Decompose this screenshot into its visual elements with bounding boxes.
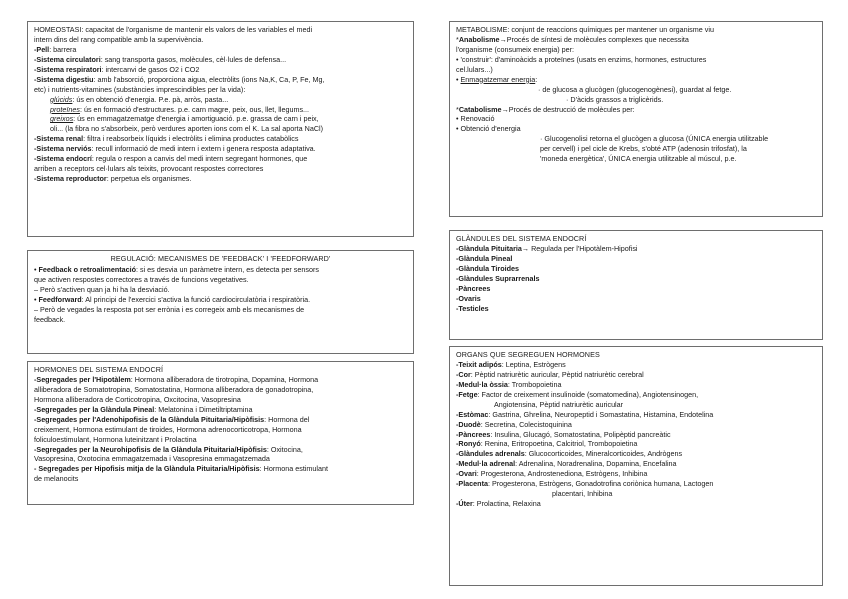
term-label: -Glàndules Suprarrenals bbox=[456, 273, 540, 283]
metabolisme-line bbox=[456, 154, 816, 164]
homeostasi-line bbox=[34, 114, 407, 124]
organs-line bbox=[456, 360, 816, 370]
homeostasi-line bbox=[34, 25, 407, 35]
line-text: : Hormona del bbox=[264, 414, 310, 424]
line-text: de melanocits bbox=[34, 474, 79, 484]
metabolisme-line bbox=[456, 124, 816, 134]
underlined-term: Enmagatzemar energia bbox=[460, 74, 536, 84]
term-label: -Glàndula Pineal bbox=[456, 253, 513, 263]
line-text: que activen respostes correctores a través de funcions vegetatives. bbox=[34, 274, 249, 284]
line-text: : Melatonina i Dimetiltriptamina bbox=[154, 404, 253, 414]
term-label: -Ovari bbox=[456, 469, 477, 479]
line-text: METABOLISME: conjunt de reaccions químiques per mantener un organisme viu bbox=[456, 25, 714, 34]
glandules-line bbox=[456, 244, 816, 254]
glandules-line bbox=[456, 304, 816, 314]
term-label: -Duodè bbox=[456, 419, 481, 429]
regulacio-line bbox=[34, 295, 407, 305]
glandules-line bbox=[456, 274, 816, 284]
metabolisme-line bbox=[456, 144, 816, 154]
hormones-sistema-line bbox=[34, 415, 407, 425]
line-text: : Progesterona, Androstenediona, Estrògens, Inhibina bbox=[476, 469, 648, 479]
hormones-sistema-line bbox=[34, 425, 407, 435]
line-text: etc) i nutrients-vitamines (substàncies imprescindibles per la vida): bbox=[34, 84, 246, 94]
organs-line bbox=[456, 439, 816, 449]
line-text: placentari, Inhibina bbox=[552, 489, 613, 499]
term-label: -Fetge bbox=[456, 389, 478, 399]
term-label: -Medul·la adrenal bbox=[456, 459, 516, 469]
homeostasi-line bbox=[34, 144, 407, 154]
regulacio-box bbox=[27, 250, 414, 354]
hormones-sistema-line bbox=[34, 464, 407, 474]
organs-line bbox=[456, 499, 816, 509]
line-text: • 'construir': d'aminoàcids a proteïnes (usats en enzims, hormones, estructures bbox=[456, 54, 707, 64]
line-text: 'moneda energètica', ÚNICA energia utilitzable al múscul, p.e. bbox=[540, 154, 737, 164]
term-label: -Sistema endocrí bbox=[34, 154, 92, 164]
term-label: -Segregades per l'Hipotàlem bbox=[34, 374, 131, 384]
line-text: arriben a receptors cel·lulars als teixits, provocant respostes correctores bbox=[34, 164, 264, 174]
homeostasi-line bbox=[34, 164, 407, 174]
line-text: : ús en obtenció d'energia. P.e. pà, arròs, pasta... bbox=[72, 94, 229, 104]
hormones-sistema-line bbox=[34, 454, 407, 464]
line-text: Angiotensina, Pèptid natriurètic auricular bbox=[494, 399, 624, 409]
term-label: Catabolisme bbox=[458, 104, 502, 114]
term-label: -Sistema renal bbox=[34, 134, 84, 144]
regulacio-line bbox=[34, 285, 407, 295]
homeostasi-line bbox=[34, 55, 407, 65]
regulacio-line bbox=[34, 265, 407, 275]
line-text: Vasopresina, Oxotocina emmagatzemada i Vasopresina emmagatzemada bbox=[34, 454, 270, 464]
glandules-line bbox=[456, 254, 816, 264]
homeostasi-line bbox=[34, 85, 407, 95]
line-text: alliberadora de Somatotropina, Somatostatina, Hormona alliberadora de gonadotropina, bbox=[34, 384, 314, 394]
line-text: : bbox=[535, 74, 538, 84]
line-text: : Hormona estimulant bbox=[259, 464, 328, 474]
term-label: -Sistema circulatori bbox=[34, 54, 101, 64]
term-label: - Segregades per Hipofisis mitja de la Glàndula Pituitaria/Hipòfisis bbox=[34, 464, 260, 474]
organs-line bbox=[456, 420, 816, 430]
line-text: : recull informació de medi intern i extern i genera resposta adaptativa. bbox=[91, 144, 316, 154]
line-text: : Secretina, Colecistoquinina bbox=[480, 419, 572, 429]
homeostasi-line bbox=[34, 174, 407, 184]
line-text: • Obtenció d'energia bbox=[456, 124, 521, 134]
line-text: : Prolactina, Relaxina bbox=[472, 499, 541, 509]
organs-line bbox=[456, 459, 816, 469]
glandules-line bbox=[456, 284, 816, 294]
homeostasi-line bbox=[34, 95, 407, 105]
metabolisme-line bbox=[456, 105, 816, 115]
homeostasi-line bbox=[34, 154, 407, 164]
underlined-term: greixos bbox=[50, 114, 74, 124]
metabolisme-line bbox=[456, 75, 816, 85]
term-label: -Glàndula Pituitaria bbox=[456, 243, 522, 253]
line-text: → Regulada per l'Hipotàlem-Hipofisi bbox=[521, 243, 638, 253]
hormones-sistema-line bbox=[34, 385, 407, 395]
bullet-marker: * bbox=[456, 34, 459, 44]
term-label: -Sistema nerviós bbox=[34, 144, 92, 154]
term-label: -Medul·la òssia bbox=[456, 379, 508, 389]
term-label: -Pàncrees bbox=[456, 429, 491, 439]
homeostasi-line bbox=[34, 105, 407, 115]
line-text: : Oxitocina, bbox=[266, 444, 303, 454]
homeostasi-line bbox=[34, 134, 407, 144]
bullet-marker: • bbox=[456, 74, 461, 84]
line-text: · D'àcids grassos a triglicèrids. bbox=[566, 94, 664, 104]
line-text: cel.lulars...) bbox=[456, 64, 493, 74]
term-label: -Placenta bbox=[456, 479, 488, 489]
line-text: : Renina, Eritropoetina, Calcitriol, Trombopoietina bbox=[480, 439, 638, 449]
term-label: -Glàndules adrenals bbox=[456, 449, 525, 459]
glandules-line bbox=[456, 294, 816, 304]
regulacio-title: REGULACIÓ: MECANISMES DE 'FEEDBACK' I 'FEEDFORWARD' bbox=[110, 254, 331, 263]
line-text: →Procés de destrucció de molècules per: bbox=[501, 104, 635, 114]
hormones-sistema-line bbox=[34, 395, 407, 405]
term-label: -Glàndula Tiroides bbox=[456, 263, 519, 273]
organs-line bbox=[456, 380, 816, 390]
line-text: : regula o respon a canvis del medi intern segregant hormones, que bbox=[91, 154, 308, 164]
term-label: -Teixit adipós bbox=[456, 359, 502, 369]
metabolisme-line bbox=[456, 65, 816, 75]
line-text: intern dins del rang compatible amb la supervivència. bbox=[34, 34, 204, 44]
homeostasi-line bbox=[34, 65, 407, 75]
homeostasi-box bbox=[27, 21, 414, 237]
line-text: per cervell) i pel cicle de Krebs, s'obté ATP (adenosin trifosfat), la bbox=[540, 144, 747, 154]
term-label: -Ovaris bbox=[456, 293, 481, 303]
line-text: : amb l'absorció, proporciona aigua, electròlits (ions Na,K, Ca, P, Fe, Mg, bbox=[93, 74, 325, 84]
line-text: →Procés de síntesi de molècules complexes que necessita bbox=[499, 34, 689, 44]
organs-title: ORGANS QUE SEGREGUEN HORMONES bbox=[456, 350, 600, 359]
hormones-sistema-line bbox=[34, 375, 407, 385]
term-label: Anabolisme bbox=[458, 34, 500, 44]
metabolisme-line bbox=[456, 85, 816, 95]
line-text: : Trombopoietina bbox=[507, 379, 562, 389]
term-label: -Segregades per l'Adenohipofisis de la Glàndula Pituitaria/Hipòfisis bbox=[34, 414, 265, 424]
hormones-sistema-line bbox=[34, 405, 407, 415]
term-label: -Sistema respiratori bbox=[34, 64, 102, 74]
metabolisme-box bbox=[449, 21, 823, 217]
organs-box bbox=[449, 346, 823, 586]
organs-line bbox=[456, 479, 816, 489]
glandules-title: GLÀNDULES DEL SISTEMA ENDOCRÍ bbox=[456, 234, 587, 243]
term-label: -Testicles bbox=[456, 303, 489, 313]
metabolisme-line bbox=[456, 95, 816, 105]
line-text: l'organisme (consumeix energia) per: bbox=[456, 44, 575, 54]
line-text: foliculoestimulant, Hormona luteinitzant i Prolactina bbox=[34, 434, 197, 444]
homeostasi-line bbox=[34, 75, 407, 85]
term-label: -Segregades per la Glàndula Pineal bbox=[34, 404, 155, 414]
line-text: : intercanvi de gasos O2 i CO2 bbox=[101, 64, 200, 74]
line-text: : Leptina, Estrògens bbox=[501, 359, 566, 369]
bullet-marker: • bbox=[34, 294, 39, 304]
line-text: : si es desvia un paràmetre intern, es detecta per sensors bbox=[135, 264, 319, 274]
organs-line bbox=[456, 489, 816, 499]
term-label: -Cor bbox=[456, 369, 471, 379]
metabolisme-line bbox=[456, 114, 816, 124]
bullet-marker: • bbox=[34, 264, 39, 274]
line-text: : Insulina, Glucagó, Somatostatina, Polipèptid pancreàtic bbox=[490, 429, 671, 439]
term-label: -Pàncrees bbox=[456, 283, 491, 293]
term-label: Feedforward bbox=[38, 294, 82, 304]
term-label: -Sistema digestiu bbox=[34, 74, 94, 84]
term-label: Feedback o retroalimentació bbox=[38, 264, 136, 274]
glandules-box bbox=[449, 230, 823, 340]
line-text: : ús en formació d'estructures. p.e. carn magre, peix, ous, llet, llegums... bbox=[79, 104, 310, 114]
hormones-sistema-line bbox=[34, 445, 407, 455]
line-text: oli... (la fibra no s'absorbeix, però verdures aporten ions com el K. La sal aporta NaCl) bbox=[50, 124, 324, 134]
line-text: : Adrenalina, Noradrenalina, Dopamina, Encefalina bbox=[515, 459, 677, 469]
line-text: · de glucosa a glucògen (glucogenogènesi), guardat al fetge. bbox=[538, 84, 732, 94]
organs-line bbox=[456, 430, 816, 440]
term-label: -Segregades per la Neurohipofisis de la Glàndula Pituitaria/Hipòfisis bbox=[34, 444, 267, 454]
line-text: · Glucogenolisi retorna el glucògen a glucosa (ÚNICA energia utilitzable bbox=[540, 134, 769, 144]
line-text: creixement, Hormona estimulant de tiroides, Hormona adrenocorticotropa, Hormona bbox=[34, 424, 302, 434]
homeostasi-line bbox=[34, 35, 407, 45]
line-text: : Glucocorticoides, Mineralcorticoides, Andrògens bbox=[524, 449, 683, 459]
line-text: : Hormona alliberadora de tirotropina, Dopamina, Hormona bbox=[130, 374, 319, 384]
homeostasi-line bbox=[34, 124, 407, 134]
organs-line bbox=[456, 400, 816, 410]
term-label: -Úter bbox=[456, 499, 473, 509]
organs-line bbox=[456, 469, 816, 479]
term-label: -Sistema reproductor bbox=[34, 174, 107, 184]
term-label: -Ronyó bbox=[456, 439, 481, 449]
line-text: – Però s'activen quan ja hi ha la desviació. bbox=[34, 284, 170, 294]
metabolisme-line bbox=[456, 55, 816, 65]
term-label: -Estòmac bbox=[456, 409, 489, 419]
bullet-marker: * bbox=[456, 104, 459, 114]
line-text: : Factor de creixement insulinoide (somatomedina), Angiotensinogen, bbox=[477, 389, 699, 399]
line-text: : Progesterona, Estrògens, Gonadotrofina coriònica humana, Lactogen bbox=[487, 479, 714, 489]
hormones-sistema-box bbox=[27, 361, 414, 505]
organs-line bbox=[456, 449, 816, 459]
metabolisme-line bbox=[456, 134, 816, 144]
line-text: – Però de vegades la resposta pot ser errònia i es corregeix amb els mecanismes de bbox=[34, 304, 305, 314]
organs-line bbox=[456, 390, 816, 400]
line-text: : barrera bbox=[49, 44, 77, 54]
line-text: : Pèptid natriurètic auricular, Pèptid natriurètic cerebral bbox=[470, 369, 644, 379]
line-text: feedback. bbox=[34, 314, 66, 324]
line-text: HOMEOSTASI: capacitat de l'organisme de mantenir els valors de les variables el medi bbox=[34, 25, 313, 34]
regulacio-line bbox=[34, 315, 407, 325]
homeostasi-line bbox=[34, 45, 407, 55]
hormones-sistema-title: HORMONES DEL SISTEMA ENDOCRÍ bbox=[34, 365, 164, 374]
hormones-sistema-line bbox=[34, 435, 407, 445]
hormones-sistema-line bbox=[34, 474, 407, 484]
line-text: : Al principi de l'exercici s'activa la funció cardiocirculatòria i respiratòria. bbox=[81, 294, 311, 304]
regulacio-line bbox=[34, 275, 407, 285]
organs-line bbox=[456, 370, 816, 380]
line-text: : filtra i reabsorbeix líquids i electròlits i elimina productes catabòlics bbox=[83, 134, 299, 144]
line-text: : perpetua els organismes. bbox=[106, 174, 192, 184]
line-text: Hormona alliberadora de Corticotropina, Oxcitocina, Vasopresina bbox=[34, 394, 241, 404]
regulacio-line bbox=[34, 305, 407, 315]
line-text: : Gastrina, Ghrelina, Neuropeptid i Somastatina, Histamina, Endotelina bbox=[488, 409, 714, 419]
glandules-line bbox=[456, 264, 816, 274]
term-label: -Pell bbox=[34, 44, 50, 54]
organs-line bbox=[456, 410, 816, 420]
line-text: : ús en emmagatzematge d'energia i amortiguació. p.e. grassa de carn i peix, bbox=[73, 114, 319, 124]
underlined-term: glúcids bbox=[50, 94, 73, 104]
line-text: • Renovació bbox=[456, 114, 495, 124]
metabolisme-line bbox=[456, 25, 816, 35]
metabolisme-line bbox=[456, 45, 816, 55]
underlined-term: proteïnes bbox=[50, 104, 80, 114]
metabolisme-line bbox=[456, 35, 816, 45]
line-text: : sang transporta gasos, molècules, cèl·lules de defensa... bbox=[100, 54, 287, 64]
